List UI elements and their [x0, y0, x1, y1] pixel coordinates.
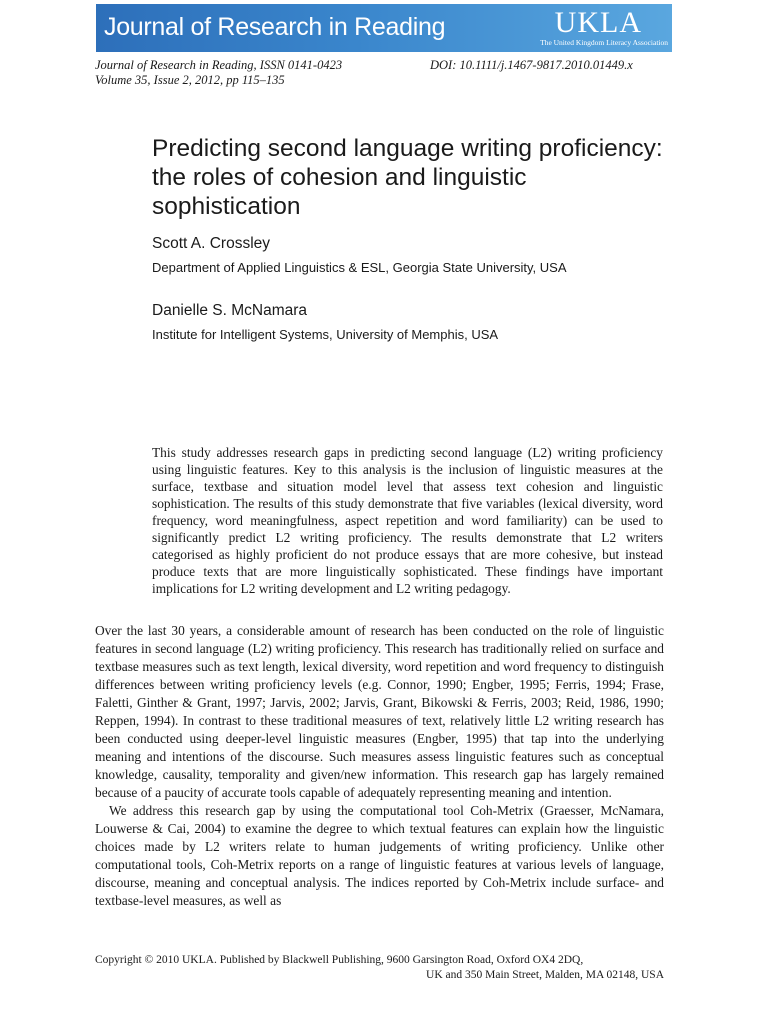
citation-volume: Volume 35, Issue 2, 2012, pp 115–135	[95, 73, 285, 87]
copyright-line: UK and 350 Main Street, Malden, MA 02148, USA	[426, 969, 664, 981]
citation-doi: DOI: 10.1111/j.1467-9817.2010.01449.x	[430, 58, 633, 72]
journal-banner	[96, 4, 672, 52]
ukla-logo: UKLA	[554, 6, 642, 39]
ukla-logo-subtitle: The United Kingdom Literacy Association	[540, 38, 668, 47]
abstract: This study addresses research gaps in predicting second language (L2) writing proficiency using linguistic features. Key to this analysis is the inclusion of linguistic measures at the surface, textbase and situation model level that assess text cohesion and linguistic sophistication. The results of this study demonstrate that five variables (lexical diversity, word frequency, word meaningfulness, aspect repetition and word familiarity) can be used to significantly predict L2 writing proficiency. The results demonstrate that L2 writers categorised as highly proficient do not produce essays that are more cohesive, but instead produce texts that are more linguistically sophisticated. These findings have important implications for L2 writing development and L2 writing pedagogy.	[152, 445, 663, 596]
body-paragraph: We address this research gap by using the computational tool Coh-Metrix (Graesser, McNamara, Louwerse & Cai, 2004) to examine the degree to which textual features can explain how the linguistic choices made by L2 writers relate to human judgements of writing proficiency. Unlike other computational tools, Coh-Metrix reports on a range of linguistic features at various levels of language, discourse, meaning and conceptual analysis. The indices reported by Coh-Metrix include surface- and textbase-level measures, as well as	[95, 803, 664, 908]
author-name: Danielle S. McNamara	[152, 302, 308, 319]
article-body	[95, 622, 664, 910]
author-affiliation: Department of Applied Linguistics & ESL, Georgia State University, USA	[152, 260, 567, 275]
body-paragraph: Over the last 30 years, a considerable amount of research has been conducted on the role of linguistic features in second language (L2) writing proficiency. This research has traditionally relied on surface and textbase measures such as text length, lexical diversity, word repetition and word frequency to distinguish differences between writing proficiency levels (e.g. Connor, 1990; Engber, 1995; Ferris, 1994; Frase, Faletti, Ginther & Grant, 1997; Jarvis, 2002; Jarvis, Grant, Bikowski & Ferris, 2003; Reid, 1986, 1990; Reppen, 1994). In contrast to these traditional measures of text, relatively little L2 writing research has been conducted using deeper-level linguistic measures (Engber, 1995) that tap into the underlying meaning and intentions of the discourse. Such measures assess linguistic features such as conceptual knowledge, causality, temporality and given/new information. This research gap has largely remained because of a paucity of accurate tools capable of adequately representing meaning and intention.	[95, 623, 664, 800]
article-title: Predicting second language writing proficiency: the roles of cohesion and linguistic sophistication	[152, 135, 663, 220]
journal-title: Journal of Research in Reading	[104, 13, 446, 41]
author-affiliation: Institute for Intelligent Systems, University of Memphis, USA	[152, 327, 499, 342]
copyright-line: Copyright © 2010 UKLA. Published by Blackwell Publishing, 9600 Garsington Road, Oxford OX4 2DQ,	[95, 954, 584, 966]
author-name: Scott A. Crossley	[152, 235, 271, 252]
citation-journal-issn: Journal of Research in Reading, ISSN 0141-0423	[95, 58, 343, 72]
copyright-notice	[95, 953, 664, 983]
